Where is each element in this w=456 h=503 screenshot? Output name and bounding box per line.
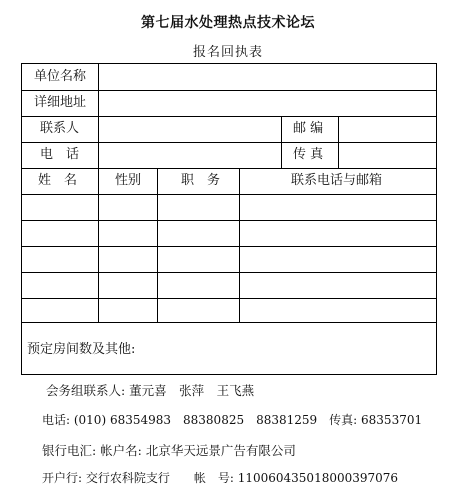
- unit-name-label: 单位名称: [34, 69, 87, 84]
- table-line: [436, 63, 437, 375]
- table-line: [21, 220, 437, 221]
- address-label: 详细地址: [34, 95, 87, 110]
- table-line: [21, 168, 437, 169]
- phone-field[interactable]: [99, 143, 281, 168]
- phone-label: 电 话: [40, 147, 80, 162]
- postcode-field[interactable]: [339, 117, 436, 142]
- postcode-label: 邮 编: [293, 121, 324, 136]
- contact-person-label: 联系人: [40, 121, 80, 136]
- table-line: [157, 168, 158, 322]
- document-title: 第七届水处理热点技术论坛: [141, 15, 315, 31]
- unit-name-field[interactable]: [99, 64, 436, 90]
- form-subtitle: 报名回执表: [192, 45, 263, 60]
- table-line: [21, 374, 437, 375]
- table-line: [239, 168, 240, 322]
- contact-person-field[interactable]: [99, 117, 281, 142]
- column-header-position: 职 务: [181, 173, 221, 188]
- fax-label: 传 真: [293, 147, 324, 162]
- organizers-line: 会务组联系人: 董元喜 张萍 王飞燕: [46, 383, 255, 398]
- table-line: [98, 168, 99, 322]
- room-booking-label: 预定房间数及其他:: [27, 342, 136, 357]
- column-header-contact: 联系电话与邮箱: [291, 173, 383, 188]
- table-line: [21, 63, 22, 375]
- phone-fax-line: 电话: (010) 68354983 88380825 88381259 传真: 68353701: [42, 413, 423, 427]
- table-line: [21, 246, 437, 247]
- address-field[interactable]: [99, 91, 436, 116]
- bank-line: 银行电汇: 帐户名: 北京华天远景广告有限公司: [42, 443, 296, 458]
- table-line: [21, 298, 437, 299]
- table-line: [21, 194, 437, 195]
- fax-field[interactable]: [339, 143, 436, 168]
- column-header-name: 姓 名: [38, 173, 78, 188]
- table-line: [21, 272, 437, 273]
- column-header-gender: 性别: [115, 173, 142, 188]
- registration-form-table: [21, 63, 437, 375]
- room-booking-field[interactable]: [151, 323, 436, 374]
- account-line: 开户行: 交行农科院支行 帐 号: 110060435018000397076: [42, 471, 399, 485]
- table-line: [281, 116, 282, 168]
